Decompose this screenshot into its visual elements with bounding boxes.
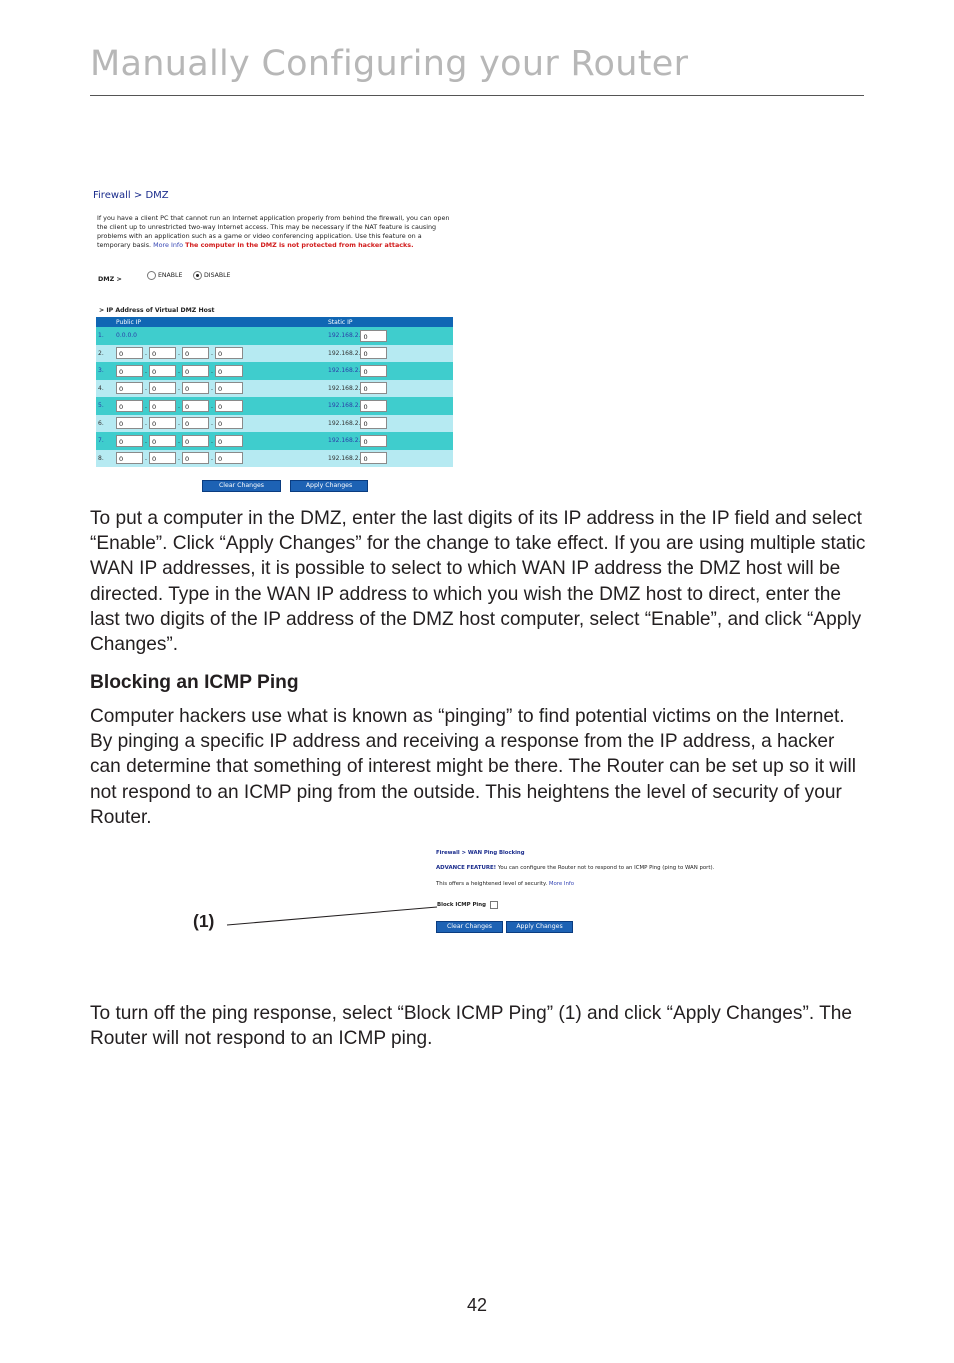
dmz-warning: The computer in the DMZ is not protected from hacker attacks. — [185, 241, 414, 250]
row-number: 4. — [96, 380, 114, 398]
advance-feature-text: You can configure the Router not to respond to an ICMP Ping (ping to WAN port). — [497, 865, 715, 871]
ping-more-info-link[interactable]: More Info — [548, 881, 575, 887]
static-ip-input[interactable]: 0 — [360, 382, 387, 394]
dmz-host-heading: > IP Address of Virtual DMZ Host — [99, 307, 215, 314]
static-ip-input[interactable]: 0 — [360, 452, 387, 464]
public-ip-octet-input[interactable]: 0 — [149, 347, 176, 359]
public-ip-octet-input[interactable]: 0 — [149, 365, 176, 377]
public-ip-octet-input[interactable]: 0 — [149, 382, 176, 394]
public-ip-octet-input[interactable]: 0 — [215, 452, 243, 464]
public-ip-octet-input[interactable]: 0 — [215, 365, 243, 377]
row-number: 5. — [96, 397, 114, 415]
public-ip-header: Public IP — [114, 317, 326, 327]
static-ip-prefix: 192.168.2. — [328, 454, 361, 462]
enable-radio[interactable] — [147, 271, 156, 280]
public-ip-octet-input[interactable]: 0 — [116, 452, 143, 464]
public-ip-octet-input[interactable]: 0 — [182, 417, 209, 429]
static-ip-input[interactable]: 0 — [360, 417, 387, 429]
block-icmp-ping-checkbox[interactable] — [490, 901, 498, 909]
page-title: Manually Configuring your Router — [90, 44, 689, 84]
table-row: 5. 0 . 0 . 0 . 0 192.168.2. 0 — [96, 397, 453, 415]
public-ip-octet-input[interactable]: 0 — [149, 435, 176, 447]
disable-radio[interactable] — [193, 271, 202, 280]
public-ip-octet-input[interactable]: 0 — [149, 417, 176, 429]
disable-label: DISABLE — [204, 272, 231, 279]
public-ip-octet-input[interactable]: 0 — [116, 400, 143, 412]
dmz-intro — [97, 214, 451, 250]
static-ip-prefix: 192.168.2. — [328, 367, 361, 375]
public-ip-octet-input[interactable]: 0 — [215, 400, 243, 412]
table-row: 7. 0 . 0 . 0 . 0 192.168.2. 0 — [96, 432, 453, 450]
advance-feature-note — [436, 865, 714, 871]
public-ip-value: 0.0.0.0 — [114, 327, 326, 345]
public-ip-octet-input[interactable]: 0 — [182, 365, 209, 377]
public-ip-octet-input[interactable]: 0 — [116, 382, 143, 394]
public-ip-octet-input[interactable]: 0 — [149, 452, 176, 464]
static-ip-prefix: 192.168.2. — [328, 384, 361, 392]
static-ip-input[interactable]: 0 — [360, 435, 387, 447]
row-number: 1. — [96, 327, 114, 345]
ping-blocking-screenshot — [433, 847, 773, 937]
table-row: 4. 0 . 0 . 0 . 0 192.168.2. 0 — [96, 380, 453, 398]
clear-changes-button[interactable]: Clear Changes — [202, 480, 281, 492]
apply-changes-button[interactable]: Apply Changes — [290, 480, 368, 492]
public-ip-octet-input[interactable]: 0 — [215, 382, 243, 394]
dmz-label: DMZ > — [98, 275, 122, 283]
row-number: 3. — [96, 362, 114, 380]
disable-radio-group[interactable] — [193, 271, 230, 280]
enable-label: ENABLE — [158, 272, 183, 279]
dmz-host-table — [96, 317, 453, 467]
title-divider — [90, 95, 864, 96]
block-icmp-ping-label: Block ICMP Ping — [437, 902, 486, 908]
row-number: 2. — [96, 345, 114, 363]
table-row: 6. 0 . 0 . 0 . 0 192.168.2. 0 — [96, 415, 453, 433]
table-row: 8. 0 . 0 . 0 . 0 192.168.2. 0 — [96, 450, 453, 468]
block-icmp-ping-option[interactable] — [437, 901, 498, 909]
dmz-breadcrumb[interactable]: Firewall > DMZ — [93, 190, 169, 201]
public-ip-octet-input[interactable]: 0 — [215, 417, 243, 429]
advance-feature-label: ADVANCE FEATURE! — [436, 865, 497, 871]
static-ip-prefix: 192.168.2. — [328, 349, 361, 357]
public-ip-octet-input[interactable]: 0 — [116, 347, 143, 359]
num-header — [96, 317, 114, 327]
page-number: 42 — [466, 1295, 488, 1315]
enable-radio-group[interactable] — [147, 271, 182, 280]
security-note — [436, 881, 574, 887]
icmp-heading: Blocking an ICMP Ping — [90, 672, 299, 693]
more-info-link[interactable]: More Info — [153, 241, 184, 250]
ping-instructions-paragraph: To turn off the ping response, select “Block ICMP Ping” (1) and click “Apply Changes”. The Router will not respond to an ICMP ping. — [90, 1003, 852, 1050]
public-ip-octet-input[interactable]: 0 — [116, 365, 143, 377]
dmz-intro-text: If you have a client PC that cannot run an Internet application properly from behind the firewall, you can open the client up to unrestricted two-way Internet access. This may be necessary if the NAT feature is causing problems with an application such as a game or video conferencing application. Use this feature on a temporary basis. — [97, 214, 450, 250]
icmp-paragraph: Computer hackers use what is known as “pinging” to find potential victims on the Internet. By pinging a specific IP address and receiving a response from the IP address, a hacker can determine that something of interest might be there. The Router can be set up so it will not respond to an ICMP ping from the outside. This heightens the level of security of your Router. — [90, 706, 856, 828]
security-text: This offers a heightened level of security. — [436, 881, 548, 887]
ping-clear-changes-button[interactable]: Clear Changes — [436, 921, 503, 933]
static-ip-prefix: 192.168.2. — [328, 437, 361, 445]
static-ip-input[interactable]: 0 — [360, 330, 387, 342]
public-ip-octet-input[interactable]: 0 — [182, 435, 209, 447]
static-ip-header: Static IP — [326, 317, 453, 327]
static-ip-prefix: 192.168.2. — [328, 419, 361, 427]
table-row — [96, 327, 453, 345]
static-ip-prefix: 192.168.2. — [328, 332, 361, 340]
static-ip-prefix: 192.168.2. — [328, 402, 361, 410]
public-ip-octet-input[interactable]: 0 — [215, 347, 243, 359]
public-ip-octet-input[interactable]: 0 — [116, 417, 143, 429]
dmz-instructions-paragraph: To put a computer in the DMZ, enter the last digits of its IP address in the IP field and select “Enable”. Click “Apply Changes” for the change to take effect. If you are using multiple static WAN IP addresses, it is possible to select to which WAN IP address the DMZ host will be directed. Type in the WAN IP address to which you wish the DMZ host to direct, enter the last two digits of the IP address of the DMZ host computer, select “Enable”, and click “Apply Changes”. — [90, 508, 866, 656]
table-row: 2. 0 . 0 . 0 . 0 192.168.2. 0 — [96, 345, 453, 363]
public-ip-octet-input[interactable]: 0 — [182, 347, 209, 359]
callout-label: (1) — [193, 911, 215, 931]
ping-breadcrumb[interactable]: Firewall > WAN Ping Blocking — [436, 850, 525, 856]
public-ip-octet-input[interactable]: 0 — [182, 400, 209, 412]
public-ip-octet-input[interactable]: 0 — [182, 452, 209, 464]
public-ip-octet-input[interactable]: 0 — [116, 435, 143, 447]
row-number: 8. — [96, 450, 114, 468]
static-ip-input[interactable]: 0 — [360, 400, 387, 412]
public-ip-octet-input[interactable]: 0 — [215, 435, 243, 447]
static-ip-input[interactable]: 0 — [360, 347, 387, 359]
dmz-screenshot — [90, 186, 460, 496]
public-ip-octet-input[interactable]: 0 — [182, 382, 209, 394]
row-number: 7. — [96, 432, 114, 450]
public-ip-octet-input[interactable]: 0 — [149, 400, 176, 412]
table-row: 3. 0 . 0 . 0 . 0 192.168.2. 0 — [96, 362, 453, 380]
row-number: 6. — [96, 415, 114, 433]
static-ip-input[interactable]: 0 — [360, 365, 387, 377]
ping-apply-changes-button[interactable]: Apply Changes — [506, 921, 573, 933]
